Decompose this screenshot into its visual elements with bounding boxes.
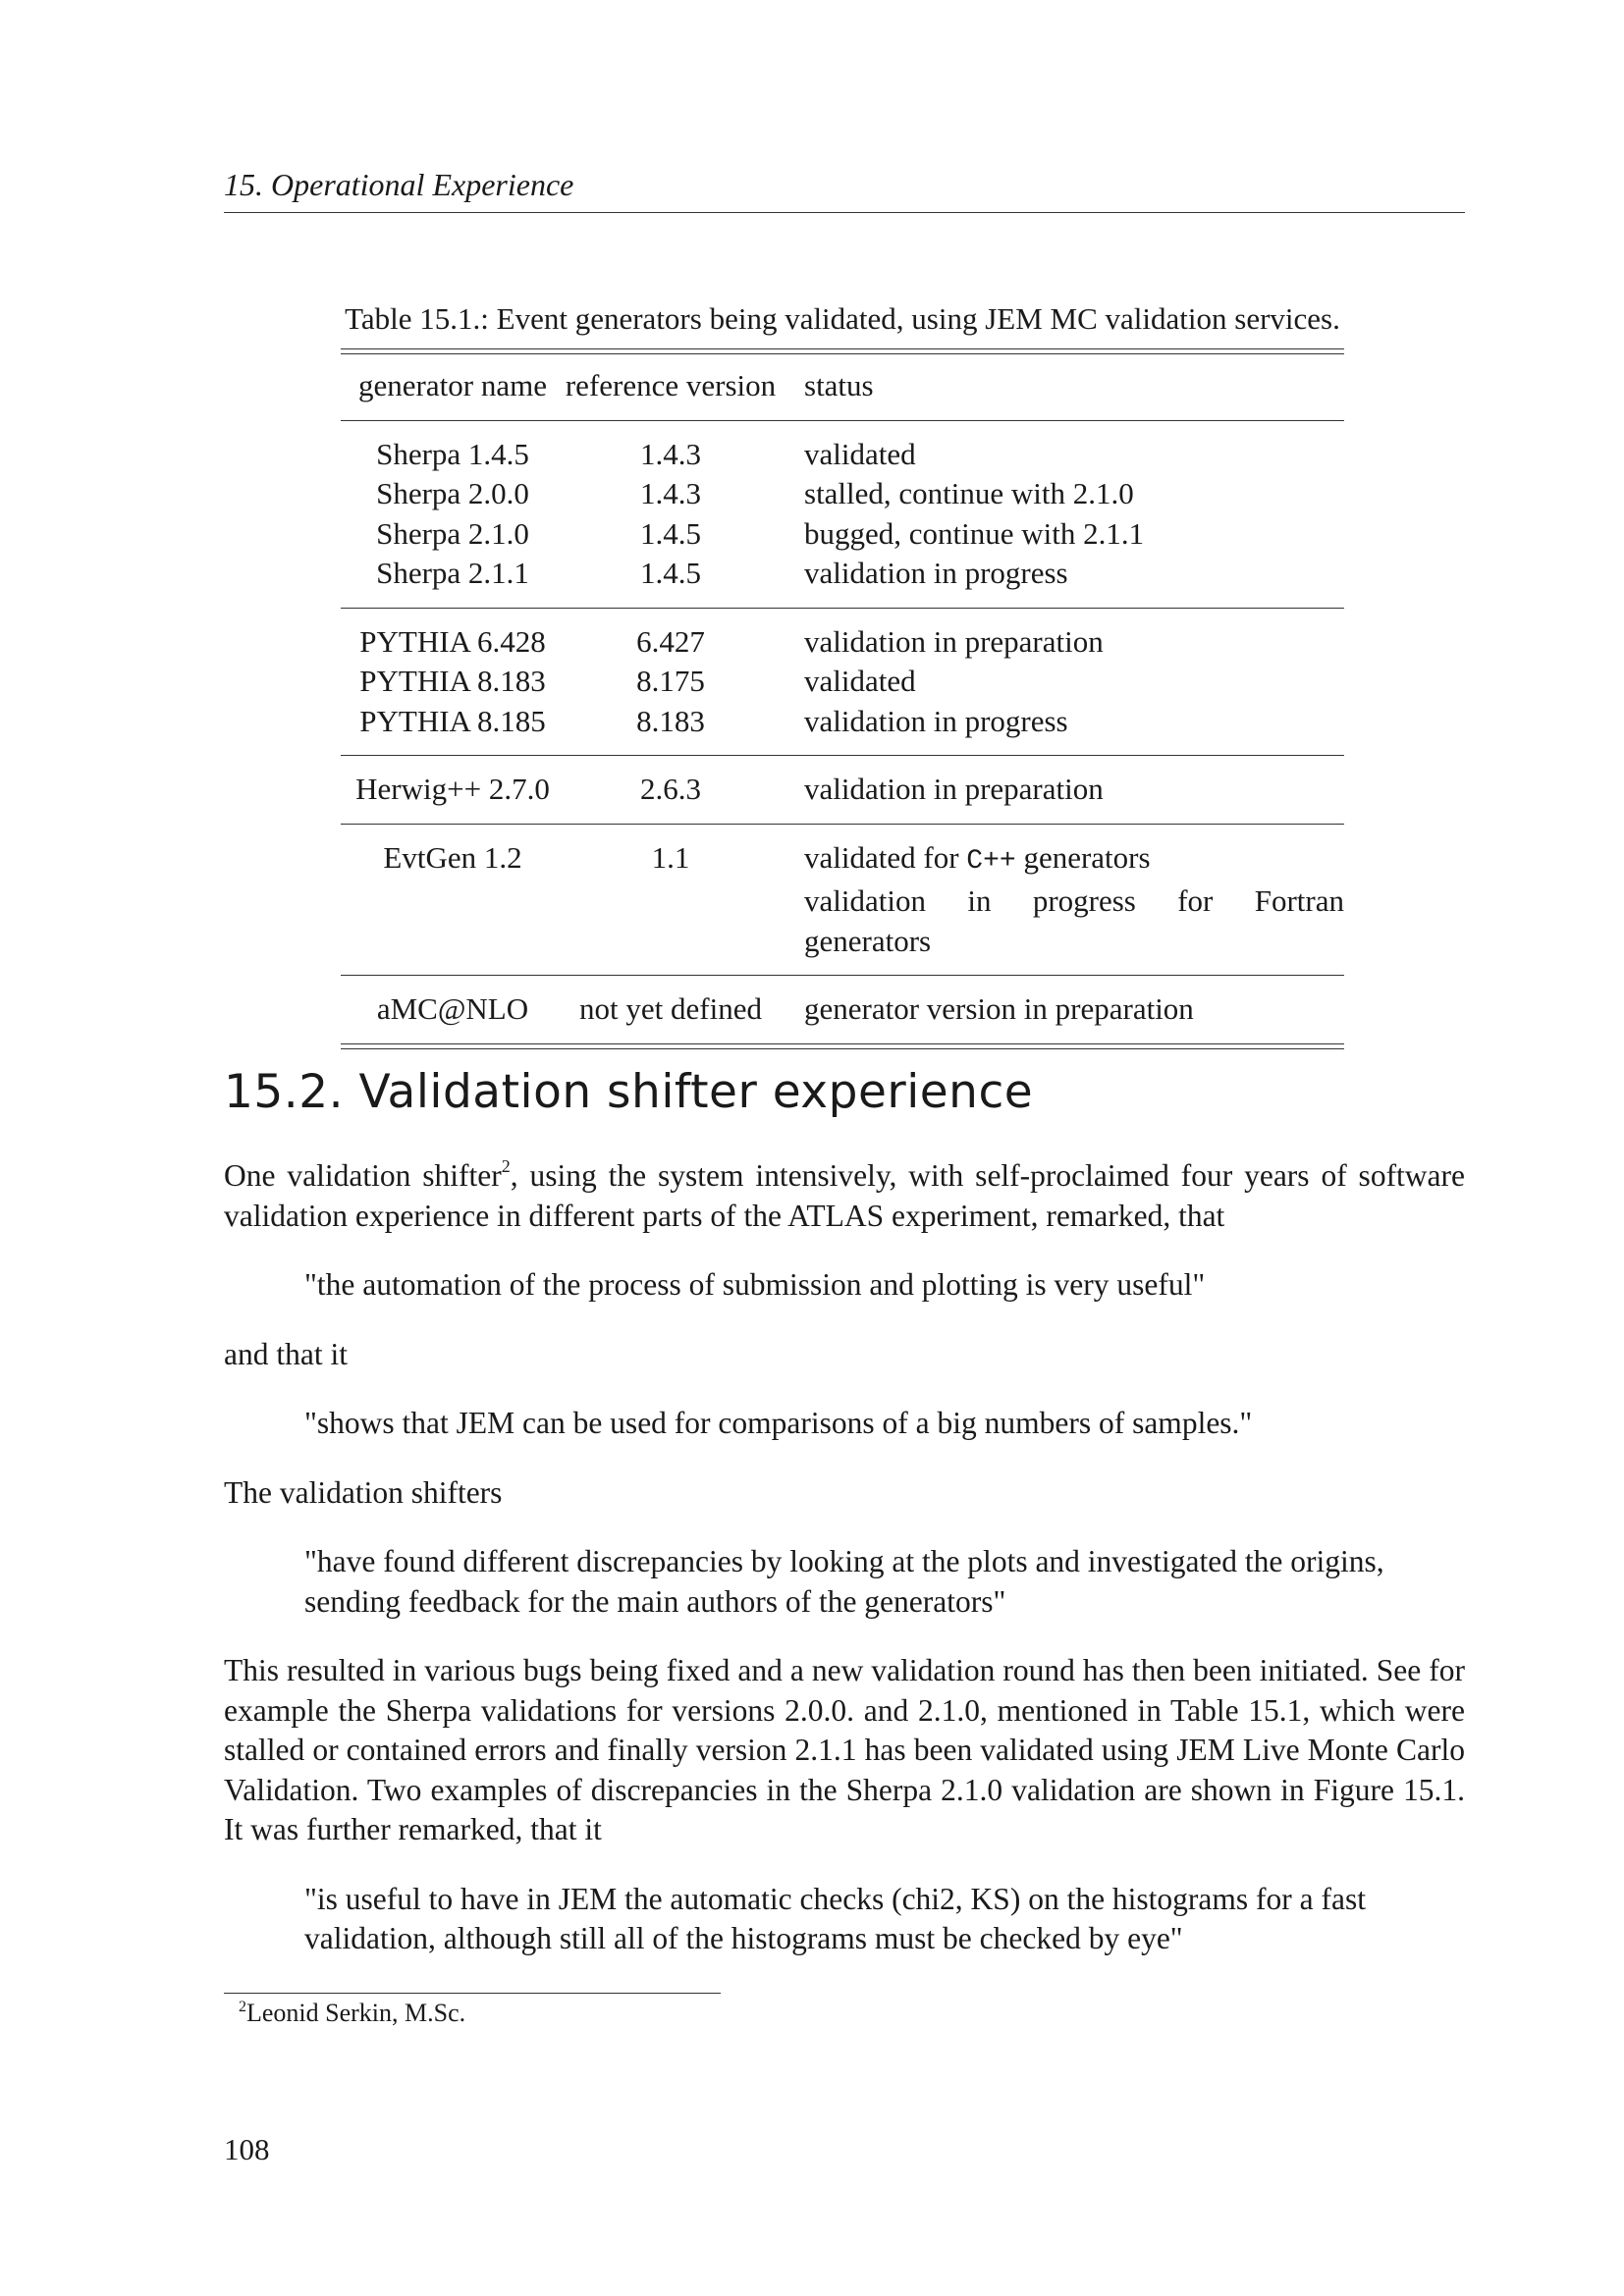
table-row	[341, 756, 1344, 825]
quote: "shows that JEM can be used for comparisons of a big numbers of samples."	[304, 1406, 1253, 1440]
cell-generator-name: EvtGen 1.2	[341, 824, 565, 976]
table-header-row	[341, 354, 1344, 420]
footnote	[239, 1997, 465, 2030]
cell-reference-version: 8.183	[636, 703, 705, 738]
table-row	[341, 662, 1344, 702]
cell-status: validation in progress	[804, 556, 1068, 590]
cell-status: validation in preparation	[777, 608, 1344, 662]
table-bottom-rule	[341, 1043, 1344, 1049]
cell-status: bugged, continue with 2.1.1	[804, 515, 1145, 551]
status-text: generators	[1015, 839, 1151, 875]
paragraph: and that it	[224, 1336, 348, 1371]
footnote-mark: 2	[501, 1156, 511, 1176]
cell-reference-version: 1.4.5	[640, 515, 701, 551]
table-row	[341, 824, 1344, 976]
table-row	[341, 608, 1344, 662]
section-heading: 15.2. Validation shifter experience	[224, 1065, 1034, 1119]
cell-reference-version: 8.175	[636, 664, 705, 698]
cell-reference-version: 1.4.5	[640, 556, 701, 590]
quote: "have found different discrepancies by looking at the plots and investigated the origins, sending feedback for the main authors of the generators"	[304, 1544, 1384, 1619]
cell-status: generator version in preparation	[777, 976, 1344, 1043]
footnote-rule	[224, 1993, 721, 1994]
running-head: 15. Operational Experience	[224, 165, 1465, 213]
cell-status	[777, 824, 1344, 976]
paragraph-text: , using the system intensively, with self-proclaimed four years of software validation experience in different parts of the ATLAS experiment, remarked, that	[224, 1158, 1466, 1233]
cell-generator-name: Sherpa 2.1.1	[376, 556, 529, 590]
cell-status: validated	[804, 664, 916, 698]
cell-generator-name: PYTHIA 8.185	[359, 703, 546, 738]
section-body	[224, 1156, 1465, 1959]
status-line: validation in progress for Fortran	[804, 883, 1344, 918]
table-row	[341, 474, 1344, 514]
cell-generator-name: Herwig++ 2.7.0	[341, 756, 565, 825]
cell-reference-version: 6.427	[565, 608, 777, 662]
cell-status: validation in preparation	[777, 756, 1344, 825]
status-line: generators	[804, 923, 932, 958]
table-row	[341, 702, 1344, 756]
cell-status: validated	[777, 420, 1344, 474]
quote: "is useful to have in JEM the automatic checks (chi2, KS) on the histograms for a fast validation, although still all of the histograms must be checked by eye"	[304, 1881, 1366, 1955]
cell-reference-version: 1.1	[565, 824, 777, 976]
paragraph: This resulted in various bugs being fixed and a new validation round has then been initiated. See for example the Sherpa validations for versions 2.0.0. and 2.1.0, mentioned in Table 15.1, which were stalled or contained errors and finally version 2.1.1 has been validated using JEM Live Monte Carlo Validation. Two examples of discrepancies in the Sherpa 2.1.0 validation are shown in Figure 15.1. It was further remarked, that it	[224, 1653, 1465, 1846]
quote: "the automation of the process of submission and plotting is very useful"	[304, 1267, 1206, 1302]
status-code: C++	[966, 845, 1016, 877]
generators-table-block	[341, 299, 1344, 1049]
header-status: status	[804, 368, 874, 402]
cell-generator-name: Sherpa 2.0.0	[376, 476, 529, 510]
status-line	[804, 838, 1344, 882]
cell-reference-version: not yet defined	[565, 976, 777, 1043]
cell-reference-version: 1.4.3	[565, 420, 777, 474]
header-generator-name: generator name	[358, 368, 547, 402]
cell-reference-version: 2.6.3	[565, 756, 777, 825]
footnote-mark: 2	[239, 1999, 246, 2015]
cell-generator-name: PYTHIA 8.183	[359, 664, 546, 698]
cell-status: validation in progress	[804, 703, 1068, 738]
cell-generator-name: PYTHIA 6.428	[341, 608, 565, 662]
paragraph-text: One validation shifter	[224, 1158, 502, 1193]
cell-generator-name: Sherpa 1.4.5	[341, 420, 565, 474]
table-row	[341, 420, 1344, 474]
paragraph	[224, 1156, 1465, 1236]
table-caption: Table 15.1.: Event generators being validated, using JEM MC validation services.	[345, 301, 1340, 336]
cell-reference-version: 1.4.3	[640, 476, 701, 510]
cell-generator-name: Sherpa 2.1.0	[376, 515, 529, 551]
table-row	[341, 976, 1344, 1043]
page-number: 108	[224, 2132, 270, 2166]
header-reference-version: reference version	[565, 368, 777, 402]
cell-status: stalled, continue with 2.1.0	[804, 476, 1134, 510]
table-row	[341, 514, 1344, 555]
footnote-text: Leonid Serkin, M.Sc.	[246, 1999, 466, 2027]
cell-generator-name: aMC@NLO	[341, 976, 565, 1043]
generators-table	[341, 354, 1344, 1043]
paragraph: The validation shifters	[224, 1474, 503, 1510]
table-row	[341, 554, 1344, 608]
status-text: validated for	[804, 839, 967, 875]
